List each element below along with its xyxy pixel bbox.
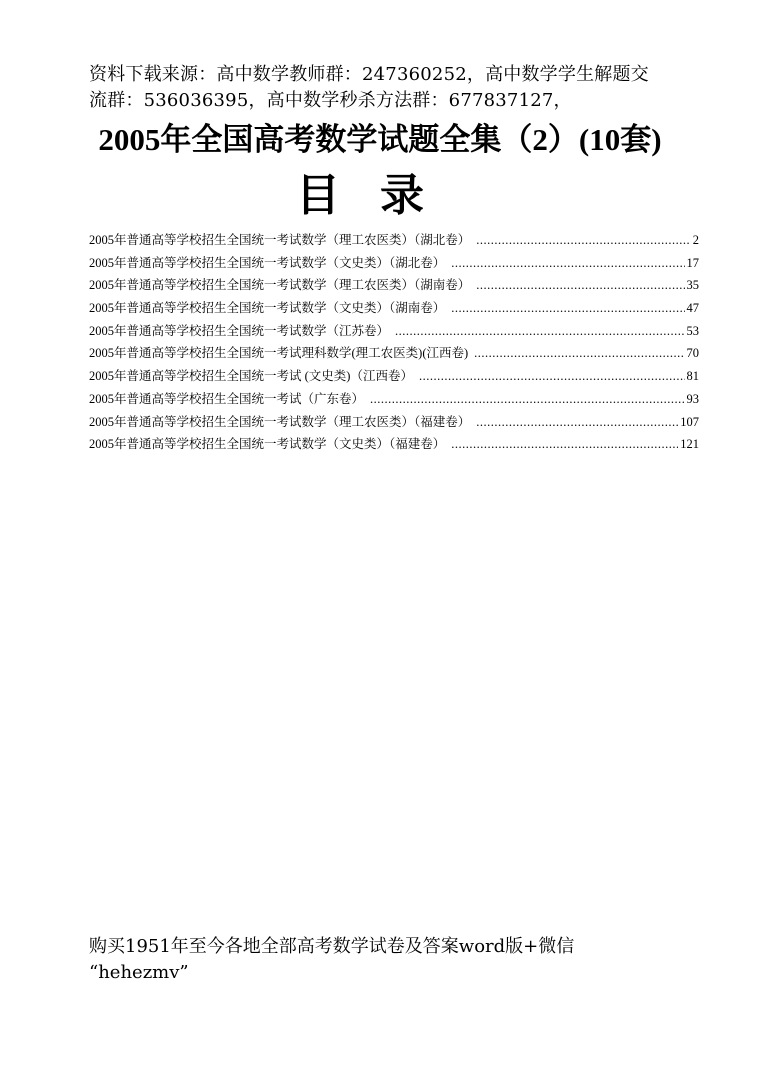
toc-entry-title: 2005年普通高等学校招生全国统一考试数学（理工农医类）（湖南卷） (89, 278, 471, 293)
toc-entry[interactable] (89, 252, 699, 275)
toc-entry-title: 2005年普通高等学校招生全国统一考试数学（文史类）（湖北卷） (89, 255, 446, 270)
table-of-contents (89, 229, 699, 456)
purchase-note (89, 934, 709, 986)
toc-entry-page: 121 (680, 437, 699, 452)
toc-entry-title: 2005年普通高等学校招生全国统一考试数学（文史类）（湖南卷） (89, 301, 446, 316)
toc-entry[interactable] (89, 365, 699, 388)
source-note-line-2: 流群：536036395，高中数学秒杀方法群：677837127， (89, 90, 572, 111)
toc-dot-leader (476, 411, 678, 434)
toc-dot-leader (474, 342, 684, 365)
toc-dot-leader (451, 297, 684, 320)
toc-entry-page: 107 (680, 414, 699, 429)
toc-entry[interactable] (89, 342, 699, 365)
toc-entry-title: 2005年普通高等学校招生全国统一考试理科数学(理工农医类)(江西卷) (89, 346, 469, 361)
toc-dot-leader (451, 252, 684, 275)
toc-dot-leader (476, 229, 690, 252)
source-note-line-1: 资料下载来源：高中数学教师群：247360252，高中数学学生解题交 (89, 64, 649, 85)
toc-entry[interactable] (89, 297, 699, 320)
toc-dot-leader (395, 320, 684, 343)
toc-dot-leader (419, 365, 685, 388)
toc-entry[interactable] (89, 433, 699, 456)
purchase-note-line-2: “hehezmv” (89, 962, 189, 983)
toc-dot-leader (370, 388, 684, 411)
toc-heading: 目录 (296, 170, 464, 221)
source-note (89, 62, 709, 114)
toc-entry-page: 17 (686, 255, 699, 270)
toc-dot-leader (451, 433, 678, 456)
toc-entry-page: 81 (686, 369, 699, 384)
toc-entry-title: 2005年普通高等学校招生全国统一考试 (文史类)（江西卷） (89, 369, 413, 384)
toc-entry-title: 2005年普通高等学校招生全国统一考试数学（文史类）（福建卷） (89, 437, 446, 452)
toc-entry-title: 2005年普通高等学校招生全国统一考试数学（理工农医类）（福建卷） (89, 414, 471, 429)
toc-entry[interactable] (89, 274, 699, 297)
toc-entry-page: 93 (686, 391, 699, 406)
toc-entry-page: 2 (692, 233, 699, 247)
toc-entry[interactable] (89, 411, 699, 434)
toc-entry[interactable] (89, 388, 699, 411)
toc-entry-title: 2005年普通高等学校招生全国统一考试（广东卷） (89, 391, 365, 406)
purchase-note-line-1: 购买1951年至今各地全部高考数学试卷及答案word版+微信 (89, 936, 575, 957)
toc-entry-title: 2005年普通高等学校招生全国统一考试数学（江苏卷） (89, 323, 390, 338)
toc-dot-leader (476, 274, 684, 297)
document-title: 2005年全国高考数学试题全集（2）(10套) (98, 122, 662, 157)
toc-entry-page: 47 (686, 301, 699, 316)
toc-entry[interactable] (89, 320, 699, 343)
toc-entry-title: 2005年普通高等学校招生全国统一考试数学（理工农医类）（湖北卷） (89, 233, 471, 247)
toc-entry[interactable] (89, 229, 699, 252)
toc-entry-page: 70 (686, 346, 699, 361)
toc-entry-page: 53 (686, 323, 699, 338)
toc-entry-page: 35 (686, 278, 699, 293)
